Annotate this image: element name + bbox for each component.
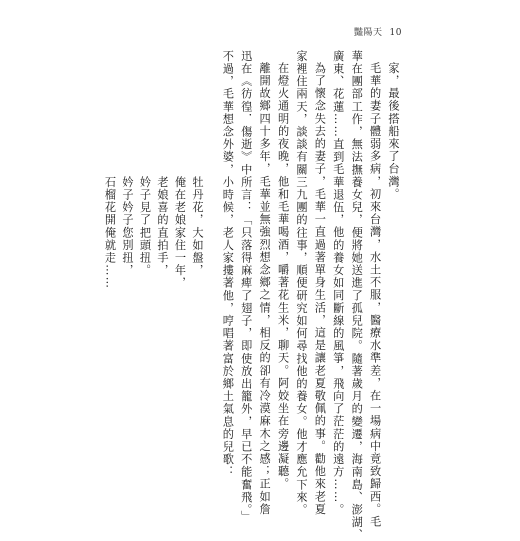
text-column: 離開故鄉四十多年，毛華並無強烈想念鄉之情，相反的卻有冷漠麻木之感；正如詹 xyxy=(258,61,272,516)
stanza-gap xyxy=(206,50,218,470)
verse-line: 妗子妗子您別扭， xyxy=(120,176,134,277)
text-column: 不過，毛華想念外婆，小時候，老人家摟著他，哼唱著富於鄉土氣息的兒歌： xyxy=(221,50,235,479)
text-column: 為了懷念失去的妻子，毛華一直過著單身生活，這是讓老夏敬佩的事。勸他來老夏 xyxy=(313,61,327,516)
verse-line: 妗子見了把頭扭。 xyxy=(138,176,152,277)
vertical-page-text xyxy=(92,50,402,541)
verse-line: 牡丹花，大如盤， xyxy=(190,176,204,277)
text-column: 迅在《彷徨．傷逝》中所言：「只落得麻痺了翅子，即使放出籠外，早已不能奮飛。」 xyxy=(239,50,253,524)
text-column: 廣東、花蓮……直到毛華退伍，他的養女如同斷線的風箏，飛向了茫茫的遠方……。 xyxy=(331,50,345,517)
page-number: 10 xyxy=(389,28,402,38)
text-column: 在燈火通明的夜晚，他和毛華喝酒，嚼著花生米，聊天。阿姣坐在旁邊凝聽。 xyxy=(276,61,290,491)
verse-line: 俺在老娘家住一年， xyxy=(173,176,187,290)
text-column: 家，最後搭船來了台灣。 xyxy=(387,61,400,201)
verse-line: 石榴花開俺就走…… xyxy=(103,176,117,290)
text-column: 毛華的妻子體弱多病，初來台灣，水土不服，醫療水準差，在一場病中竟致歸西。毛 xyxy=(368,61,382,528)
text-column: 華在團部工作，無法撫養女兒，便將她送進了孤兒院。隨著歲月的變遷，海南島、澎湖、 xyxy=(350,50,364,541)
verse-line: 老娘喜的直拍手， xyxy=(155,176,169,277)
folk-song-verse xyxy=(101,176,206,470)
book-title: 豔陽天 xyxy=(354,28,383,38)
running-header xyxy=(354,25,402,38)
text-column: 家裡住兩天，談談有關三九團的往事，順便研究如何尋找他的養女。他才應允下來。 xyxy=(294,50,308,517)
